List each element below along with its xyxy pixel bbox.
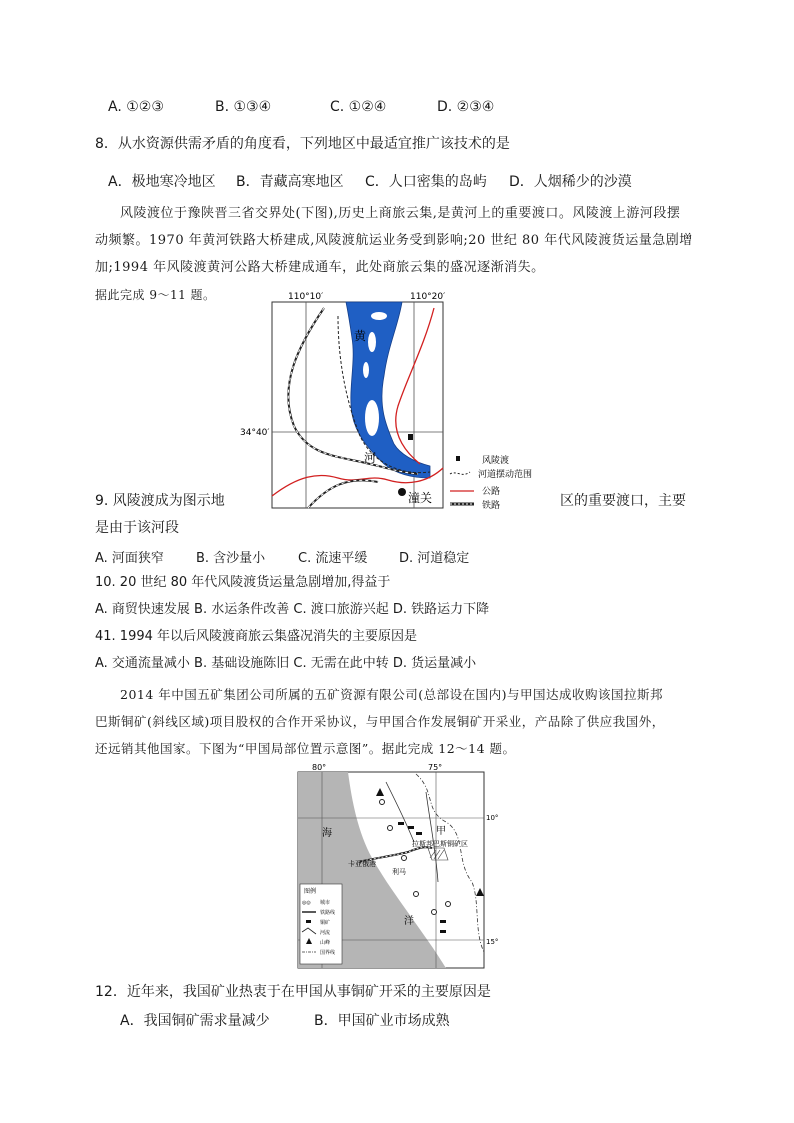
- passage1-line2: 动频繁。1970 年黄河铁路大桥建成,风陵渡航运业务受到影响;20 世纪 80 年代风陵渡货运量急剧增: [95, 233, 693, 248]
- river-island-4: [365, 400, 379, 436]
- map1-river-char1: 黄: [354, 329, 367, 343]
- q7-option-c: C. ①②④: [330, 99, 387, 115]
- legend-ferry: 风陵渡: [482, 456, 510, 466]
- passage1-line1: 风陵渡位于豫陕晋三省交界处(下图),历史上商旅云集,是黄河上的重要渡口。风陵渡上游河段摆: [120, 206, 681, 221]
- q8-option-a: A．极地寒冷地区: [108, 174, 216, 190]
- q12-option-b: B．甲国矿业市场成熟: [314, 1013, 450, 1029]
- legend-rail: 铁路线: [320, 910, 336, 916]
- copper-mine-3: [416, 832, 422, 835]
- legend-river: 河流: [320, 930, 331, 936]
- q8-stem: 8．从水资源供需矛盾的角度看，下列地区中最适宜推广该技术的是: [95, 136, 510, 152]
- q7-option-a: A. ①②③: [108, 99, 164, 115]
- copper-mine-2: [408, 826, 414, 829]
- q10-stem: 10. 20 世纪 80 年代风陵渡货运量急剧增加,得益于: [95, 575, 391, 590]
- map2-country: 甲: [436, 826, 446, 837]
- legend-swing: 河道摆动范围: [478, 470, 533, 480]
- copper-mine-4: [440, 920, 446, 923]
- city-2: [388, 826, 393, 831]
- map2-mine: 拉斯邦巴斯铜矿区: [412, 840, 468, 848]
- q9-option-d: D. 河道稳定: [399, 551, 470, 566]
- q9-stem-c: 是由于该河段: [95, 520, 179, 536]
- river-island-2: [368, 332, 376, 352]
- map2-capital: 利马: [392, 868, 406, 876]
- legend-peak: 山峰: [320, 940, 331, 946]
- fenglingdu-map: [238, 286, 558, 512]
- map1-lat: 34°40′: [240, 428, 270, 438]
- city-3: [414, 892, 419, 897]
- map2-lat2: 15°: [486, 938, 499, 946]
- city-5: [432, 910, 437, 915]
- q9-option-c: C. 流速平缓: [298, 551, 368, 566]
- legend-swing-icon: [450, 472, 470, 474]
- tongguan-marker: [398, 488, 406, 496]
- q9-stem-a: 9. 风陵渡成为图示地: [95, 493, 225, 509]
- passage1-line3: 加;1994 年风陵渡黄河公路大桥建成通车，此处商旅云集的盛况逐渐消失。: [95, 260, 545, 275]
- legend-mine-icon: [306, 920, 311, 923]
- q11-stem: 41. 1994 年以后风陵渡商旅云集盛况消失的主要原因是: [95, 629, 418, 644]
- map2-sea1: 海: [322, 828, 332, 839]
- legend-border: 国界线: [320, 950, 336, 956]
- river-island-3: [363, 362, 369, 378]
- q8-option-c: C．人口密集的岛屿: [365, 174, 487, 190]
- copper-mine-5: [440, 930, 446, 933]
- city-4: [446, 902, 451, 907]
- legend-title: 图例: [304, 888, 317, 895]
- map2-sea2: 洋: [404, 916, 414, 927]
- legend-rail: 铁路: [482, 501, 501, 511]
- legend-mine: 铜矿: [320, 920, 331, 926]
- map2-lat1: 10°: [486, 814, 499, 822]
- q12-stem: 12．近年来，我国矿业热衷于在甲国从事铜矿开采的主要原因是: [95, 984, 491, 1000]
- jia-country-map: [296, 762, 500, 972]
- q9-option-b: B. 含沙量小: [196, 551, 266, 566]
- passage2-line3: 还远销其他国家。下图为“甲国局部位置示意图”。据此完成 12～14 题。: [95, 741, 516, 756]
- passage2-line2: 巴斯铜矿(斜线区域)项目股权的合作开采协议，与甲国合作发展铜矿开采业，产品除了供应我国外，: [95, 714, 665, 729]
- map1-lon1: 110°10′: [288, 292, 324, 302]
- fenglingdu-marker: [408, 434, 413, 440]
- legend-city: 城市: [320, 900, 331, 906]
- map1-city: 潼关: [408, 491, 433, 505]
- map2-port: 卡亚俄港: [348, 860, 376, 868]
- q7-option-b: B. ①③④: [215, 99, 272, 115]
- legend-city-icon: ◎◎: [302, 900, 311, 906]
- legend-road: 公路: [482, 487, 501, 497]
- map2-legend: [300, 884, 342, 964]
- q8-option-d: D．人烟稀少的沙漠: [509, 174, 632, 190]
- river-island-1: [371, 312, 387, 320]
- q9-option-a: A. 河面狭窄: [95, 551, 164, 566]
- map1-lon2: 110°20′: [410, 292, 446, 302]
- q9-stem-b: 区的重要渡口，主要: [560, 493, 686, 509]
- legend-ferry-icon: [456, 456, 460, 461]
- passage2-line1: 2014 年中国五矿集团公司所属的五矿资源有限公司(总部设在国内)与甲国达成收购该国拉斯邦: [120, 687, 664, 702]
- q12-option-a: A．我国铜矿需求量减少: [120, 1013, 270, 1029]
- copper-mine-1: [398, 822, 404, 825]
- q8-option-b: B．青藏高寒地区: [236, 174, 344, 190]
- map2-lon2: 75°: [428, 763, 443, 772]
- q11-options: A. 交通流量减小 B. 基础设施陈旧 C. 无需在此中转 D. 货运量减小: [95, 656, 477, 671]
- passage1-line4: 据此完成 9～11 题。: [95, 288, 216, 302]
- city-lima: [402, 856, 407, 861]
- map1-legend: [450, 454, 532, 511]
- map1-river-char2: 河: [364, 451, 377, 465]
- q10-options: A. 商贸快速发展 B. 水运条件改善 C. 渡口旅游兴起 D. 铁路运力下降: [95, 602, 490, 617]
- map2-lon1: 80°: [312, 763, 327, 772]
- city-1: [380, 800, 385, 805]
- q7-option-d: D. ②③④: [437, 99, 495, 115]
